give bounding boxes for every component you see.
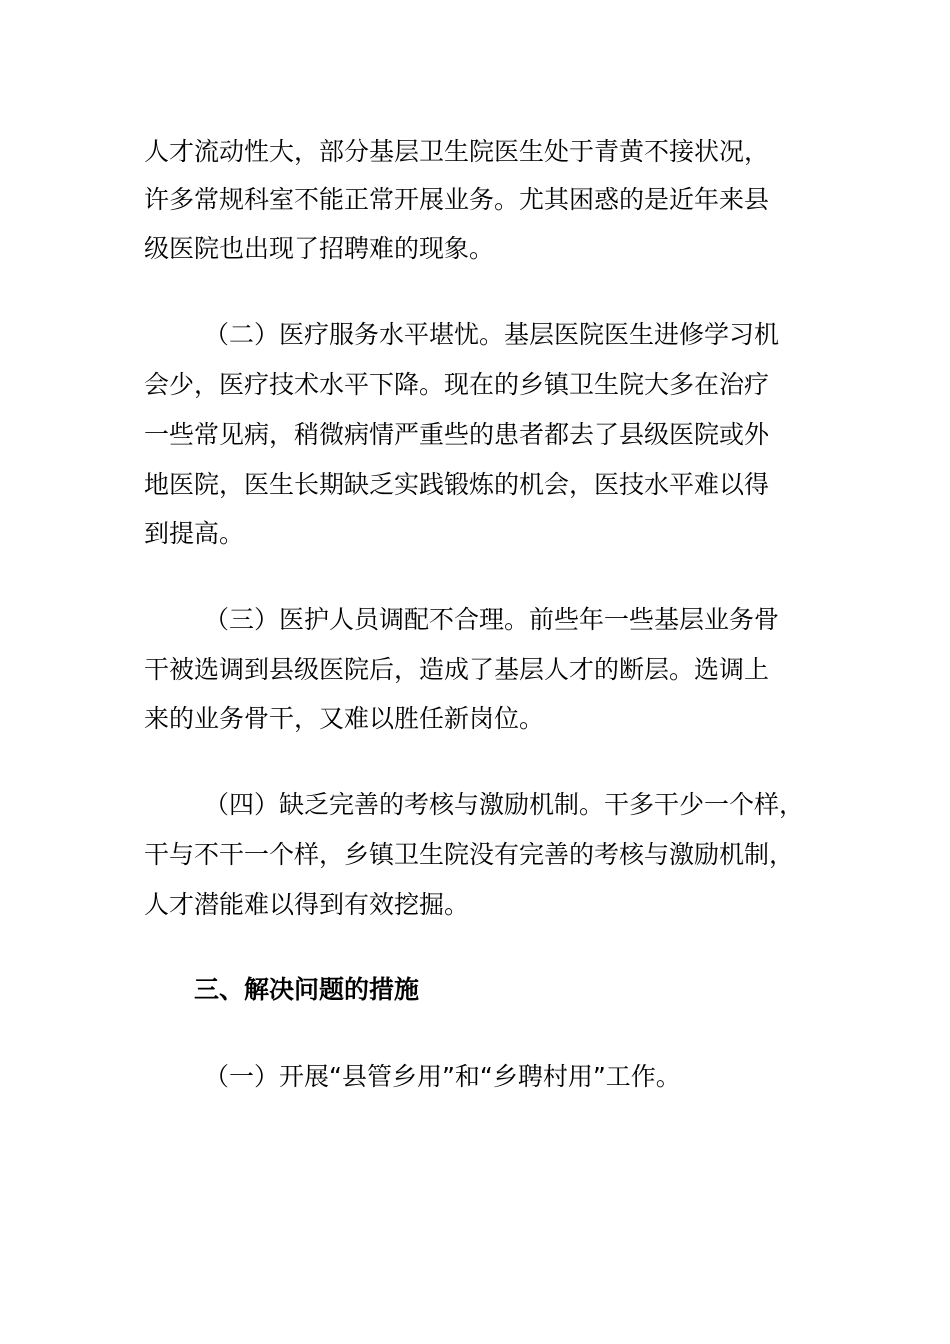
paragraph-1-line-1: 人才流动性大，部分基层卫生院医生处于青黄不接状况， <box>144 137 770 166</box>
paragraph-4-line-2: 干与不干一个样，乡镇卫生院没有完善的考核与激励机制， <box>144 840 795 869</box>
paragraph-2-line-2: 会少，医疗技术水平下降。现在的乡镇卫生院大多在治疗 <box>144 370 770 399</box>
paragraph-3-line-1: （三）医护人员调配不合理。前些年一些基层业务骨 <box>204 605 780 634</box>
section-heading: 三、解决问题的措施 <box>194 975 420 1004</box>
paragraph-2-line-4: 地医院，医生长期缺乏实践锻炼的机会，医技水平难以得 <box>144 470 770 499</box>
paragraph-3-line-3: 来的业务骨干，又难以胜任新岗位。 <box>144 704 545 733</box>
paragraph-2-line-3: 一些常见病，稍微病情严重些的患者都去了县级医院或外 <box>144 420 770 449</box>
paragraph-1-line-3: 级医院也出现了招聘难的现象。 <box>144 234 495 263</box>
paragraph-1-line-2: 许多常规科室不能正常开展业务。尤其困惑的是近年来县 <box>144 185 770 214</box>
paragraph-3-line-2: 干被选调到县级医院后，造成了基层人才的断层。选调上 <box>144 655 770 684</box>
sub-item-line: （一）开展“县管乡用”和“乡聘村用”工作。 <box>204 1062 681 1091</box>
paragraph-4-line-3: 人才潜能难以得到有效挖掘。 <box>144 890 470 919</box>
paragraph-2-line-5: 到提高。 <box>144 519 245 548</box>
paragraph-4-line-1: （四）缺乏完善的考核与激励机制。干多干少一个样， <box>204 790 805 819</box>
paragraph-2-line-1: （二）医疗服务水平堪忧。基层医院医生进修学习机 <box>204 320 780 349</box>
